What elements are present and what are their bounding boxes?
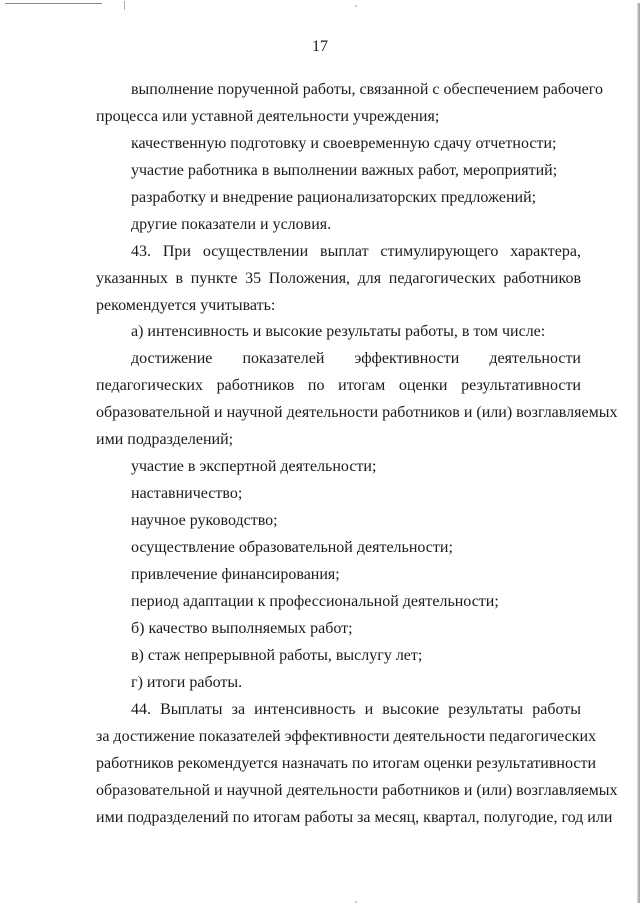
text-line: рекомендуется учитывать: bbox=[96, 297, 276, 314]
page-number: 17 bbox=[312, 38, 328, 55]
list-item: привлечение финансирования; bbox=[131, 566, 340, 583]
text-line: педагогических работников по итогам оценки результативности bbox=[96, 377, 581, 394]
text-line: достижение показателей эффективности деятельности bbox=[131, 350, 581, 367]
list-item: в) стаж непрерывной работы, выслугу лет; bbox=[131, 647, 423, 664]
scan-speck bbox=[355, 901, 357, 903]
scan-edge-top bbox=[5, 3, 102, 4]
list-item: г) итоги работы. bbox=[131, 674, 243, 691]
text-line: образовательной и научной деятельности работников и (или) возглавляемых bbox=[96, 782, 618, 799]
text-line: указанных в пункте 35 Положения, для педагогических работников bbox=[96, 270, 581, 287]
text-line: а) интенсивность и высокие результаты работы, в том числе: bbox=[131, 323, 546, 340]
text-line: работников рекомендуется назначать по итогам оценки результативности bbox=[96, 755, 597, 772]
text-line: процесса или уставной деятельности учреждения; bbox=[96, 108, 440, 125]
text-line: участие работника в выполнении важных работ, мероприятий; bbox=[131, 162, 558, 179]
text-line: ими подразделений по итогам работы за месяц, квартал, полугодие, год или bbox=[96, 809, 613, 826]
text-line: выполнение порученной работы, связанной с обеспечением рабочего bbox=[131, 81, 603, 98]
text-line: образовательной и научной деятельности работников и (или) возглавляемых bbox=[96, 404, 618, 421]
list-item: научное руководство; bbox=[131, 512, 278, 529]
list-item: участие в экспертной деятельности; bbox=[131, 458, 377, 475]
scan-mark bbox=[124, 1, 125, 10]
scan-speck bbox=[355, 5, 357, 7]
text-line: разработку и внедрение рационализаторских предложений; bbox=[131, 189, 537, 206]
paragraph-43-first-line: 43. При осуществлении выплат стимулирующего характера, bbox=[131, 243, 581, 260]
list-item: наставничество; bbox=[131, 485, 243, 502]
list-item: осуществление образовательной деятельности; bbox=[131, 539, 453, 556]
text-line: другие показатели и условия. bbox=[131, 216, 332, 233]
list-item: б) качество выполняемых работ; bbox=[131, 620, 353, 637]
text-line: качественную подготовку и своевременную сдачу отчетности; bbox=[131, 135, 557, 152]
paragraph-44-first-line: 44. Выплаты за интенсивность и высокие результаты работы bbox=[131, 701, 581, 718]
list-item: период адаптации к профессиональной деятельности; bbox=[131, 593, 499, 610]
text-line: за достижение показателей эффективности деятельности педагогических bbox=[96, 728, 597, 745]
text-line: ими подразделений; bbox=[96, 431, 234, 448]
